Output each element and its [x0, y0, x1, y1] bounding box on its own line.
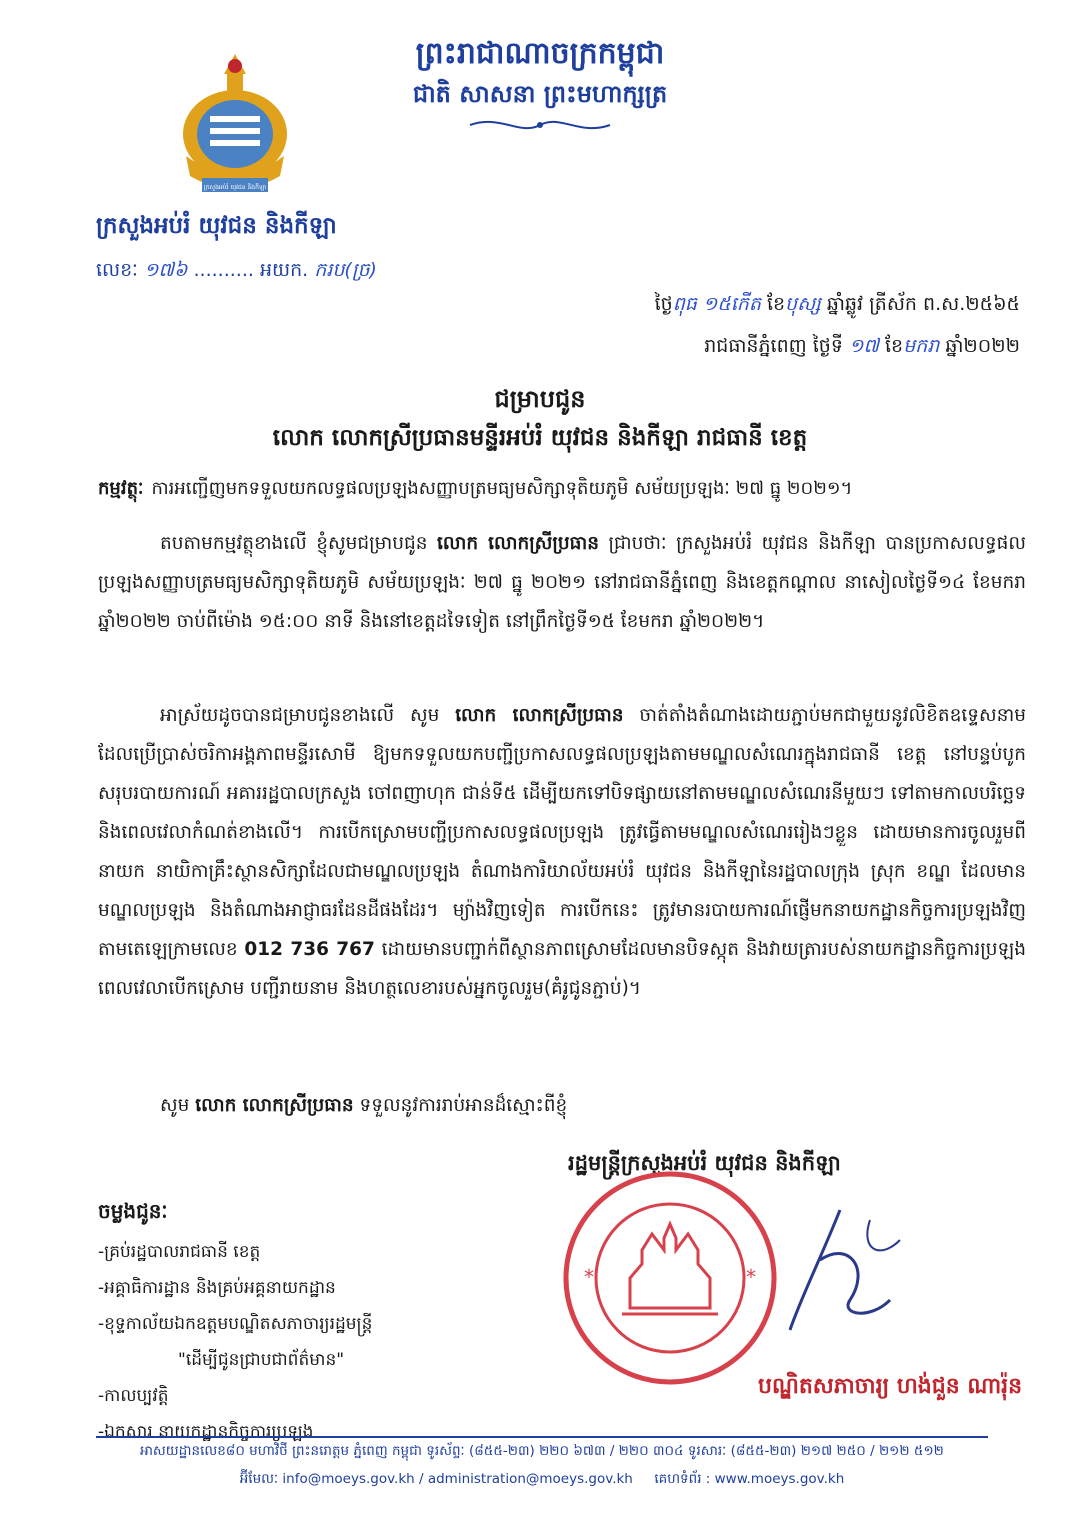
lunar-month-hand: បុស្ស	[785, 293, 821, 315]
email-label: អ៊ីមែលៈ	[239, 1471, 279, 1487]
lunar-month-label: ខែ	[766, 293, 786, 315]
handwritten-signature-icon	[780, 1200, 910, 1340]
lunar-day-hand: ពុធ ១៥កើត	[672, 293, 761, 315]
official-seal-icon	[560, 1168, 780, 1388]
minister-title: រដ្ឋមន្ត្រីក្រសួងអប់រំ យុវជន និងកីឡា	[568, 1151, 841, 1175]
footer-address: អាសយដ្ឋានលេខ៨០ មហាវិថី ព្រះនរោត្ដម ភ្នំពេញ កម្ពុជា ទូរស័ព្ទៈ (៨៥៥-២៣) ២២០ ៦៧៣ / ២២០ ៣០៤ ទូរសារៈ (៨៥៥-២៣) ២១៧ ២៥០ / ២១២ ៥១២	[140, 1443, 944, 1459]
month-hand: មករា	[903, 335, 940, 357]
ref-hand: ករប(ច្រ)	[314, 259, 377, 281]
p2-text-a: អាស្រ័យដូចបានជម្រាបជូនខាងលើ សូម	[160, 705, 456, 726]
ref-suffix: អយក.	[259, 259, 309, 281]
emblem-caption: ក្រសួងអប់រំ យុវជន និងកីឡា	[203, 184, 267, 191]
p1-text-c: ជ្រាបថាៈ ក្រសួងអប់រំ យុវជន និងកីឡា បានប្រកាសលទ្ធផលប្រឡងសញ្ញាបត្រមធ្យមសិក្សាទុតិយភូមិ សម័យប្រឡងៈ ២៧ ធ្នូ ២០២១ នៅរាជធានីភ្នំពេញ និងខេត្តកណ្ដាល នាសៀលថ្ងៃទី១៤ ខែមករា ឆ្នាំ២០២២ ចាប់ពីម៉ោង ១៥:០០ នាទី និងនៅខេត្តដទៃទៀត នៅព្រឹកថ្ងៃទី១៥ ខែមករា ឆ្នាំ២០២២។	[98, 533, 1027, 632]
svg-text:*: *	[584, 1265, 594, 1289]
p3-text-a: សូម	[160, 1095, 196, 1116]
salutation: ជម្រាបជូន	[494, 385, 586, 413]
footer-divider	[96, 1436, 988, 1438]
kingdom-title: ព្រះរាជាណាចក្រកម្ពុជា	[415, 36, 665, 71]
subject-line	[98, 476, 1028, 503]
lunar-date	[655, 292, 1020, 320]
cc-item: -អគ្គាធិការដ្ឋាន និងគ្រប់អគ្គនាយកដ្ឋាន	[98, 1278, 336, 1298]
p2-recipient-bold: លោក លោកស្រីប្រធាន	[455, 705, 624, 726]
email-link[interactable]: info@moeys.gov.kh / administration@moeys.gov.kh	[282, 1471, 633, 1487]
cc-title: ចម្លងជូនៈ	[98, 1199, 168, 1223]
cc-list	[98, 1234, 372, 1450]
month-label: ខែ	[884, 335, 904, 357]
p3-recipient-bold: លោក លោកស្រីប្រធាន	[195, 1095, 354, 1116]
cc-item: -ឯកសារ នាយកដ្ឋានកិច្ចការប្រឡង	[98, 1422, 314, 1442]
cc-item: -កាលប្បវត្តិ	[98, 1386, 169, 1406]
day-hand: ១៧	[848, 335, 879, 357]
lunar-prefix: ថ្ងៃ	[654, 293, 673, 315]
cc-item: -គ្រប់រដ្ឋបាលរាជធានី ខេត្ត	[98, 1242, 261, 1262]
p2-text-c: ចាត់តាំងតំណាងដោយភ្ជាប់មកជាមួយនូវលិខិតឧទ្ទេសនាម ដែលប្រើប្រាស់ចរិកាអង្គភាពមន្ទីរសោមី ឱ្យមកទទួលយកបញ្ជីប្រកាសលទ្ធផលប្រឡងតាមមណ្ឌលសំណេរក្នុងរាជធានី ខេត្ត នៅបន្ទប់បូកសរុបរបាយការណ៍ អគាររដ្ឋបាលក្រសួង ចៅពញាហុក ជាន់ទី៥ ដើម្បីយកទៅបិទផ្សាយនៅតាមមណ្ឌលសំណេរនីមួយៗ ទៅតាមកាលបរិច្ឆេទ និងពេលវេលាកំណត់ខាងលើ។ ការបើកស្រោមបញ្ជីប្រកាសលទ្ធផលប្រឡង ត្រូវធ្វើតាមមណ្ឌលសំណេររៀងៗខ្លួន ដោយមានការចូលរួមពីនាយក នាយិកាគ្រឹះស្ថានសិក្សាដែលជាមណ្ឌលប្រឡង តំណាងការិយាល័យអប់រំ យុវជន និងកីឡានៃរដ្ឋបាលក្រុង ស្រុក ខណ្ឌ ដែលមានមណ្ឌលប្រឡង និងតំណាងអាជ្ញាធរដែនដីផងដែរ។ ម្យ៉ាងវិញទៀត ការបើកនេះ ត្រូវមានរបាយការណ៍ផ្ញើមកនាយកដ្ឋានកិច្ចការប្រឡងវិញ តាមតេឡេក្រាមលេខ	[98, 705, 1026, 960]
recipient: លោក លោកស្រីប្រធានមន្ទីរអប់រំ យុវជន និងកីឡា រាជធានី ខេត្ត	[272, 425, 808, 451]
p2-text-d: ដោយមានបញ្ជាក់ពីស្ថានភាពស្រោមដែលមានបិទស្កុត និងវាយត្រារបស់នាយកដ្ឋានកិច្ចការប្រឡង ពេលវេលាបើកស្រោម បញ្ជីរាយនាម និងហត្ថលេខារបស់អ្នកចូលរួម(គំរូជូនភ្ជាប់)។	[98, 939, 1026, 999]
national-motto: ជាតិ សាសនា ព្រះមហាក្សត្រ	[412, 80, 668, 108]
lunar-suffix: ឆ្នាំឆ្លូវ ត្រីស័ក ព.ស.២៥៦៥	[826, 293, 1020, 315]
cc-item: -ខុទ្ទកាល័យឯកឧត្តមបណ្ឌិតសភាចារ្យរដ្ឋមន្ត្រី	[98, 1314, 373, 1334]
ministry-emblem-icon	[172, 52, 298, 198]
year: ឆ្នាំ២០២២	[945, 335, 1020, 357]
paragraph-1	[98, 524, 1026, 641]
kingdom-header	[330, 34, 750, 140]
p1-text-a: តបតាមកម្មវត្ថុខាងលើ ខ្ញុំសូមជម្រាបជូន	[160, 533, 438, 554]
sender-ministry: ក្រសួងអប់រំ យុវជន និងកីឡា	[96, 213, 337, 239]
ref-label: លេខៈ	[96, 259, 138, 281]
footer-contacts	[96, 1470, 988, 1490]
web-label: គេហទំព័រ :	[654, 1471, 711, 1487]
flourish-ornament-icon	[460, 114, 620, 136]
subject-text: ការអញ្ជើញមកទទួលយកលទ្ធផលប្រឡងសញ្ញាបត្រមធ្យមសិក្សាទុតិយភូមិ សម័យប្រឡងៈ ២៧ ធ្នូ ២០២១។	[151, 478, 853, 499]
paragraph-3	[98, 1086, 1026, 1125]
ref-number: ១៧៦	[144, 259, 188, 281]
svg-text:*: *	[746, 1265, 756, 1289]
p1-recipient-bold: លោក លោកស្រីប្រធាន	[437, 533, 600, 554]
telegram-phone: 012 736 767	[244, 939, 375, 960]
place-date	[704, 334, 1020, 362]
signatory-name: បណ្ឌិតសភាចារ្យ ហង់ជួន ណារ៉ុន	[758, 1374, 1023, 1399]
paragraph-2	[98, 696, 1026, 1008]
p3-text-c: ទទួលនូវការរាប់អានដ៏ស្មោះពីខ្ញុំ	[353, 1095, 568, 1116]
reference-number: លេខៈ ១៧៦ .......... អយក. ករប(ច្រ)	[96, 259, 377, 281]
cc-item: "ដើម្បីជូនជ្រាបជាព័ត៌មាន"	[178, 1350, 345, 1370]
place-prefix: រាជធានីភ្នំពេញ ថ្ងៃទី	[704, 335, 843, 357]
website-link[interactable]: www.moeys.gov.kh	[714, 1471, 845, 1487]
subject-label: កម្មវត្ថុៈ	[98, 478, 144, 499]
